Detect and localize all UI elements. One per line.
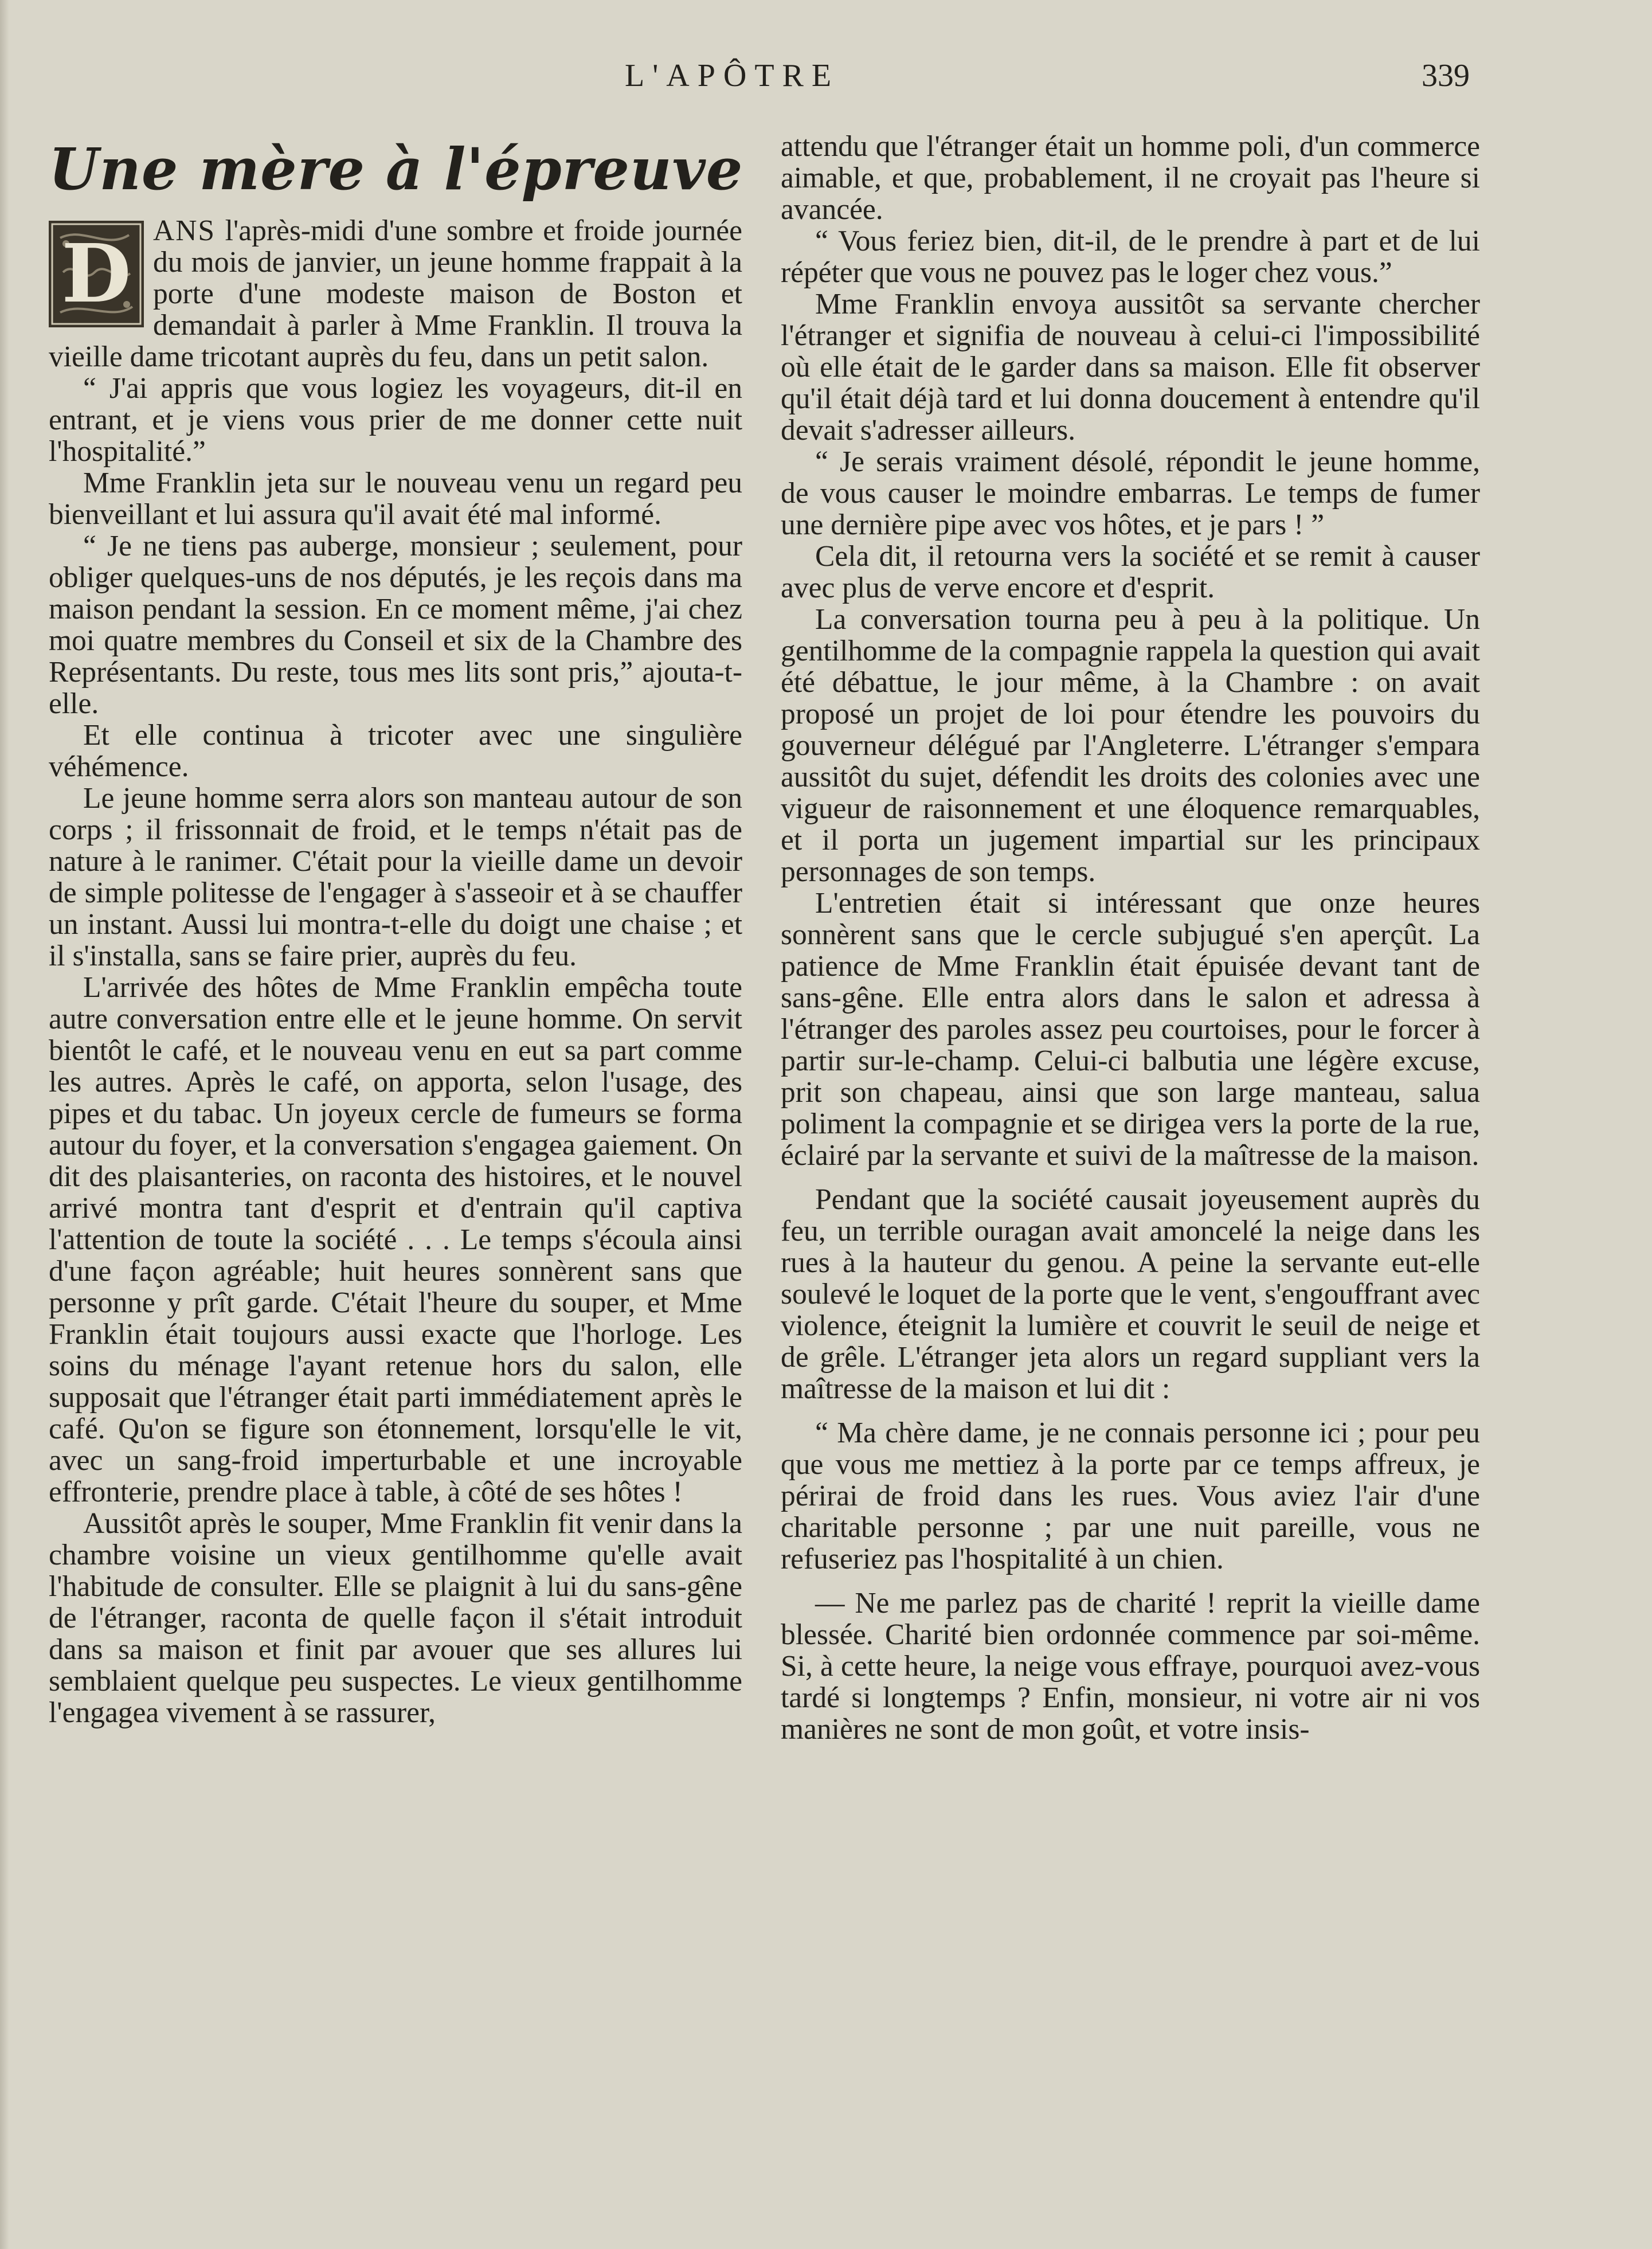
paragraph: La conversation tourna peu à peu à la politique. Un gentilhomme de la compagnie rappela la question qui avait été débattue, le jour même, à la Chambre : on avait proposé un projet de loi pour étendre les pouvoirs du gouverneur délégué par l'Angleterre. L'étranger s'empara aussitôt du sujet, défendit les droits des colonies avec une vigueur de raisonnement et une éloquence remarquables, et il porta un jugement impartial sur les principaux personnages de son temps.	[781, 603, 1480, 888]
paragraph: Cela dit, il retourna vers la société et se remit à causer avec plus de verve encore et d'esprit.	[781, 540, 1480, 604]
paragraph: Pendant que la société causait joyeusement auprès du feu, un terrible ouragan avait amoncelé la neige dans les rues à la hauteur du genou. A peine la servante eut-elle soulevé le loquet de la porte que le vent, s'engouffrant avec violence, éteignit la lumière et couvrit le seuil de neige et de grêle. L'étranger jeta alors un regard suppliant vers la maîtresse de la maison et lui dit :	[781, 1183, 1480, 1405]
paragraph: Mme Franklin jeta sur le nouveau venu un regard peu bienveillant et lui assura qu'il avait été mal informé.	[49, 467, 742, 531]
paragraph: Aussitôt après le souper, Mme Franklin fit venir dans la chambre voisine un vieux gentilhomme qu'elle avait l'habitude de consulter. Elle se plaignit à lui du sans-gêne de l'étranger, raconta de quelle façon il s'était introduit dans sa maison et finit par avouer que ses allures lui semblaient quelque peu suspectes. Le vieux gentilhomme l'engagea vivement à se rassurer,	[49, 1507, 742, 1729]
paragraph-text: l'après-midi d'une sombre et froide journée du mois de janvier, un jeune homme frappait à la porte d'une modeste maison de Boston et demandait à parler à Mme Franklin. Il trouva la vieille dame tricotant auprès du feu, dans un petit salon.	[49, 214, 743, 373]
page-number: 339	[1422, 58, 1470, 93]
right-column	[781, 131, 1480, 1745]
page-binding-shadow	[0, 0, 9, 2249]
ornamental-dropcap	[49, 221, 144, 327]
left-column	[49, 129, 742, 1728]
paragraph: “ Ma chère dame, je ne connais personne ici ; pour peu que vous me mettiez à la porte par ce temps affreux, je périrai de froid dans les rues. Vous aviez l'air d'une charitable personne ; par une nuit pareille, vous ne refuseriez pas l'hospitalité à un chien.	[781, 1417, 1480, 1575]
first-word-rest: ANS	[153, 214, 216, 247]
paragraph: “ J'ai appris que vous logiez les voyageurs, dit-il en entrant, et je viens vous prier de me donner cette nuit l'hospitalité.”	[49, 372, 742, 468]
paragraph: “ Vous feriez bien, dit-il, de le prendre à part et de lui répéter que vous ne pouvez pas le loger chez vous.”	[781, 225, 1480, 289]
dropcap-letter: D	[61, 227, 131, 321]
paragraph: “ Je ne tiens pas auberge, monsieur ; seulement, pour obliger quelques-uns de nos députés, je les reçois dans ma maison pendant la session. En ce moment même, j'ai chez moi quatre membres du Conseil et six de la Chambre des Représentants. Du reste, tous mes lits sont pris,” ajouta-t-elle.	[49, 530, 742, 720]
paragraph: — Ne me parlez pas de charité ! reprit la vieille dame blessée. Charité bien ordonnée commence par soi-même. Si, à cette heure, la neige vous effraye, pourquoi avez-vous tardé si longtemps ? Enfin, monsieur, ni votre air ni vos manières ne sont de mon goût, et votre insis-	[781, 1587, 1480, 1746]
paragraph: attendu que l'étranger était un homme poli, d'un commerce aimable, et que, probablement, il ne croyait pas l'heure si avancée.	[781, 130, 1480, 226]
paragraph: Mme Franklin envoya aussitôt sa servante chercher l'étranger et signifia de nouveau à celui-ci l'impossibilité où elle était de le garder dans sa maison. Elle fit observer qu'il était déjà tard et lui donna doucement à entendre qu'il devait s'adresser ailleurs.	[781, 288, 1480, 447]
article-title: Une mère à l'épreuve	[49, 135, 743, 203]
first-paragraph	[49, 215, 742, 373]
paragraph: “ Je serais vraiment désolé, répondit le jeune homme, de vous causer le moindre embarras. Le temps de fumer une dernière pipe avec vos hôtes, et je pars ! ”	[781, 445, 1480, 541]
paragraph: L'entretien était si intéressant que onze heures sonnèrent sans que le cercle subjugué s'en aperçût. La patience de Mme Franklin était épuisée devant tant de sans-gêne. Elle entra alors dans le salon et adressa à l'étranger des paroles assez peu courtoises, pour le forcer à partir sur-le-champ. Celui-ci balbutia une légère excuse, prit son chapeau, ainsi que son large manteau, salua poliment la compagnie et se dirigea vers la porte de la rue, éclairé par la servante et suivi de la maîtresse de la maison.	[781, 887, 1480, 1172]
paragraph: Et elle continua à tricoter avec une singulière véhémence.	[49, 719, 742, 783]
paragraph: L'arrivée des hôtes de Mme Franklin empêcha toute autre conversation entre elle et le jeune homme. On servit bientôt le café, et le nouveau venu en eut sa part comme les autres. Après le café, on apporta, selon l'usage, des pipes et du tabac. Un joyeux cercle de fumeurs se forma autour du foyer, et la conversation s'engagea gaiement. On dit des plaisanteries, on raconta des histoires, et le nouvel arrivé montra tant d'esprit et d'entrain qu'il captiva l'attention de toute la société . . . Le temps s'écoula ainsi d'une façon agréable; huit heures sonnèrent sans que personne y prît garde. C'était l'heure du souper, et Mme Franklin était toujours aussi exacte que l'horloge. Les soins du ménage l'ayant retenue hors du salon, elle supposait que l'étranger était parti immédiatement après le café. Qu'on se figure son étonnement, lorsqu'elle le vit, avec un sang-froid imperturbable et une incroyable effronterie, prendre place à table, à côté de ses hôtes !	[49, 971, 742, 1508]
paragraph: Le jeune homme serra alors son manteau autour de son corps ; il frissonnait de froid, et le temps n'était pas de nature à le ranimer. C'était pour la vieille dame un devoir de simple politesse de l'engager à s'asseoir et à se chauffer un instant. Aussi lui montra-t-elle du doigt une chaise ; et il s'installa, sans se faire prier, auprès du feu.	[49, 782, 742, 972]
running-title: L'APÔTRE	[625, 58, 840, 93]
